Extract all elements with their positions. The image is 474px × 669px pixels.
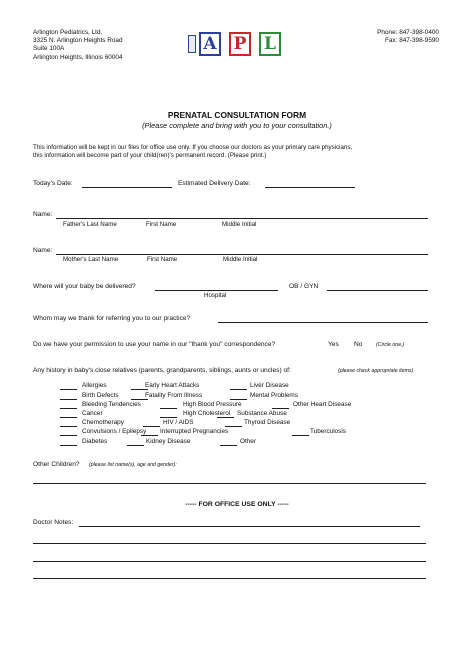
- referral-field[interactable]: [218, 322, 428, 323]
- permission-question: Do we have your permission to use your name in our "thank you" correspondence?: [33, 341, 276, 348]
- history-check-blank[interactable]: [60, 408, 77, 409]
- practice-address: [33, 29, 123, 62]
- history-item-label: Bleeding Tendencies: [82, 401, 141, 408]
- history-item-label: Substance Abuse: [237, 410, 287, 417]
- history-item-label: Diabetes: [82, 438, 108, 445]
- history-check-blank[interactable]: [60, 399, 77, 400]
- history-item-label: Interrupted Pregnancies: [160, 428, 229, 435]
- history-item-label: Thyroid Disease: [244, 419, 291, 426]
- history-item-label: High Cholesterol: [183, 410, 231, 417]
- other-children-field[interactable]: [33, 483, 426, 484]
- doctor-notes-line[interactable]: [33, 561, 426, 562]
- history-item-label: Chemotherapy: [82, 419, 124, 426]
- history-check-blank[interactable]: [220, 445, 237, 446]
- history-item-label: High Blood Pressure: [183, 401, 242, 408]
- history-item-label: Mental Problems: [250, 392, 298, 399]
- fax-label: Fax:: [384, 37, 398, 45]
- history-item-label: HIV / AIDS: [163, 419, 194, 426]
- mother-name-field[interactable]: [56, 254, 428, 255]
- history-item-label: Fatality From Illness: [145, 392, 203, 399]
- history-check-blank[interactable]: [131, 399, 148, 400]
- history-check-blank[interactable]: [60, 417, 77, 418]
- doctor-notes-label: Doctor Notes:: [33, 519, 74, 526]
- history-item-label: Allergies: [82, 382, 107, 389]
- edd-label: Estimated Delivery Date:: [178, 180, 251, 187]
- phone-number: 847-398-0400: [399, 29, 439, 36]
- history-check-blank[interactable]: [230, 399, 247, 400]
- contact-info: [364, 29, 439, 45]
- doctor-notes-line[interactable]: [33, 578, 426, 579]
- history-item-label: Early Heart Attacks: [145, 382, 200, 389]
- first-name-caption: First Name: [146, 221, 177, 228]
- history-item-label: Liver Disease: [250, 382, 289, 389]
- history-item-label: Other Heart Disease: [293, 401, 352, 408]
- history-check-blank[interactable]: [160, 417, 177, 418]
- intro-line: This information will be kept in our files for office use only. If you choose our doctors as your primary care physicians,: [33, 144, 353, 151]
- history-check-blank[interactable]: [143, 426, 160, 427]
- todays-date-field[interactable]: [82, 187, 172, 188]
- address-line: Suite 100A: [33, 45, 65, 53]
- history-check-blank[interactable]: [230, 389, 247, 390]
- form-title: PRENATAL CONSULTATION FORM: [167, 110, 307, 120]
- history-item-label: Cancer: [82, 410, 103, 417]
- history-check-blank[interactable]: [60, 389, 77, 390]
- history-question: Any history in baby's close relatives (parents, grandparents, siblings, aunts or uncles) of:: [33, 367, 291, 374]
- first-name-caption: First Name: [147, 256, 178, 263]
- history-item-label: Other: [240, 438, 256, 445]
- doctor-notes-line[interactable]: [33, 543, 426, 544]
- history-check-blank[interactable]: [141, 435, 158, 436]
- fax-number: 847-398-9590: [399, 37, 439, 45]
- history-check-blank[interactable]: [272, 408, 289, 409]
- history-note: (please check appropriate items): [338, 368, 414, 374]
- office-use-heading: ----- FOR OFFICE USE ONLY -----: [185, 501, 289, 508]
- obgyn-label: OB / GYN: [289, 283, 319, 290]
- intro-line: this information will become part of your child(ren)'s permanent record. (Please print.): [33, 152, 267, 159]
- father-name-field[interactable]: [56, 218, 428, 219]
- history-item-label: Tuberculosis: [310, 428, 346, 435]
- logo-block-p: P: [229, 32, 251, 56]
- history-check-blank[interactable]: [225, 426, 242, 427]
- yes-option[interactable]: Yes: [328, 341, 339, 348]
- father-name-label: Name:: [33, 211, 53, 218]
- practice-name: Arlington Pediatrics, Ltd.: [33, 29, 103, 36]
- delivery-question: Where will your baby be delivered?: [33, 283, 136, 290]
- logo-side-block: [188, 35, 196, 53]
- other-children-note: (please list name(s), age and gender):: [89, 462, 177, 468]
- mother-last-name-caption: Mother's Last Name: [63, 256, 119, 263]
- phone-label: Phone:: [377, 29, 398, 36]
- history-check-blank[interactable]: [127, 445, 144, 446]
- history-item-label: Convulsions / Epilepsy: [82, 428, 147, 435]
- history-item-label: Kidney Disease: [146, 438, 191, 445]
- hospital-caption: Hospital: [204, 292, 227, 299]
- logo-block-l: L: [259, 32, 281, 56]
- form-subtitle: (Please complete and bring with you to your consultation.): [142, 121, 332, 130]
- history-check-blank[interactable]: [60, 435, 77, 436]
- history-check-blank[interactable]: [217, 417, 234, 418]
- history-check-blank[interactable]: [292, 435, 309, 436]
- middle-initial-caption: Middle Initial: [223, 256, 258, 263]
- circle-one-note: (Circle one.): [376, 342, 405, 348]
- doctor-notes-line[interactable]: [79, 526, 420, 527]
- todays-date-label: Today's Date:: [33, 180, 73, 187]
- obgyn-field[interactable]: [327, 290, 428, 291]
- middle-initial-caption: Middle Initial: [222, 221, 257, 228]
- history-check-blank[interactable]: [60, 445, 77, 446]
- edd-field[interactable]: [265, 187, 355, 188]
- father-last-name-caption: Father's Last Name: [63, 221, 117, 228]
- address-line: Arlington Heights, Illinois 60004: [33, 53, 123, 61]
- mother-name-label: Name:: [33, 247, 53, 254]
- hospital-field[interactable]: [155, 290, 278, 291]
- history-check-blank[interactable]: [131, 389, 148, 390]
- logo-block-a: A: [199, 32, 221, 56]
- history-check-blank[interactable]: [160, 408, 177, 409]
- address-line: 3325 N. Arlington Heights Road: [33, 37, 123, 45]
- history-check-blank[interactable]: [60, 426, 77, 427]
- referral-question: Whom may we thank for referring you to our practice?: [33, 315, 191, 322]
- no-option[interactable]: No: [354, 341, 363, 348]
- history-item-label: Birth Defects: [82, 392, 119, 399]
- other-children-label: Other Children?: [33, 461, 80, 468]
